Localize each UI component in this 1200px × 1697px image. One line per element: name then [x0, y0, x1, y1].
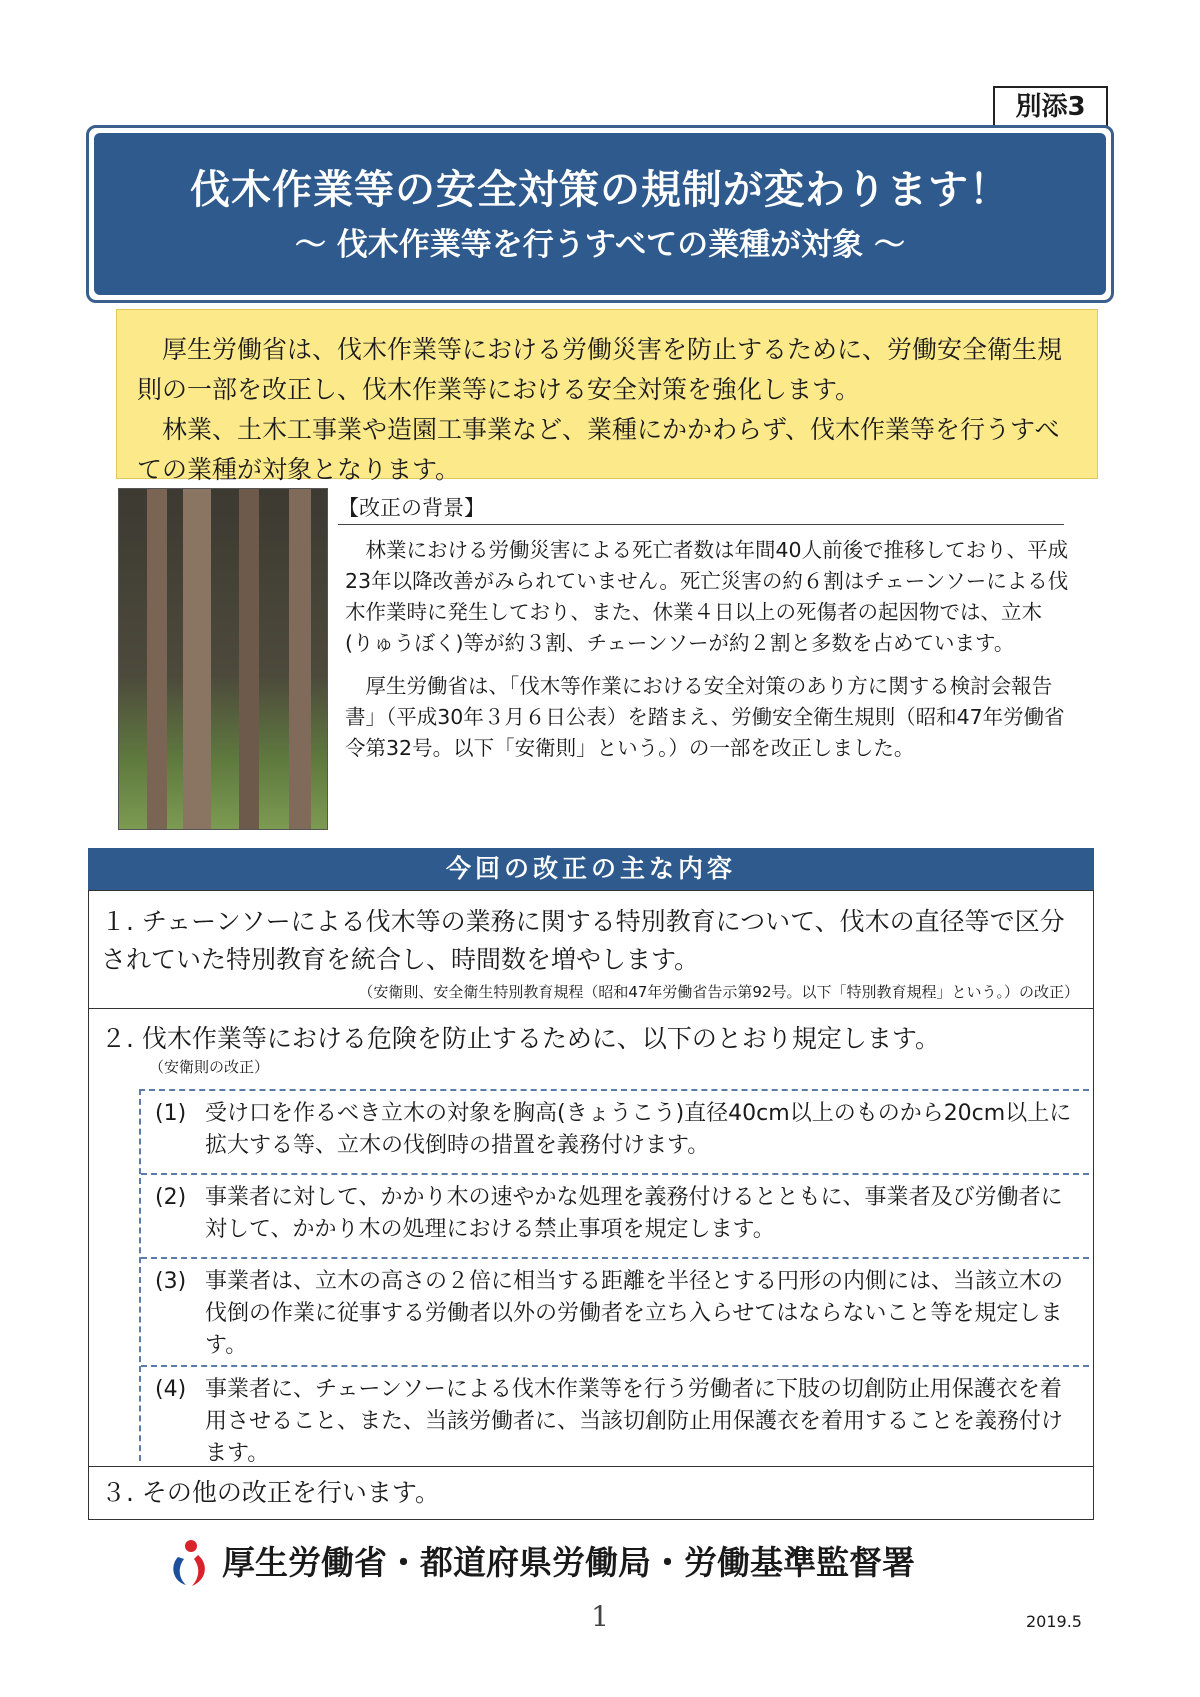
forest-photo [118, 488, 328, 830]
revision-subitem-list [139, 1089, 1089, 1466]
revision-subitem-number: (1) [155, 1101, 187, 1126]
main-content-box [88, 890, 1094, 1520]
revision-subitem-number: (4) [155, 1377, 187, 1402]
background-heading: 【改正の背景】 [338, 492, 1064, 525]
title-banner [86, 125, 1114, 303]
revision-item-2-text: ２. 伐木作業等における危険を防止するために、以下のとおり規定します。 [101, 1024, 940, 1053]
page-number: 1 [591, 1600, 609, 1633]
revision-subitem-text: 受け口を作るべき立木の対象を胸高(きょうこう)直径40cm以上のものから20cm以上に拡大する等、立木の伐倒時の措置を義務付けます。 [205, 1101, 1072, 1158]
page-title: 伐木作業等の安全対策の規制が変わります！ [190, 167, 1010, 213]
revision-item-2-note: （安衛則の改正） [149, 1058, 270, 1076]
revision-subitem-text: 事業者は、立木の高さの２倍に相当する距離を半径とする円形の内側には、当該立木の伐倒の作業に従事する労働者以外の労働者を立ち入らせてはならないこと等を規定します。 [205, 1269, 1064, 1358]
mhlw-logo-icon [168, 1537, 210, 1589]
background-paragraph: 厚生労働省は、「伐木等作業における安全対策のあり方に関する検討会報告書」（平成30年３月６日公表）を踏まえ、労働安全衛生規則（昭和47年労働省令第32号。以下「安衛則」という。）の一部を改正しました。 [345, 674, 1065, 760]
background-paragraph: 林業における労働災害による死亡者数は年間40人前後で推移しており、平成23年以降改善がみられていません。死亡災害の約６割はチェーンソーによる伐木作業時に発生しており、また、休業４日以上の死傷者の起因物では、立木(りゅうぼく)等が約３割、チェーンソーが約２割と多数を占めています。 [345, 538, 1069, 655]
revision-item-3-text: ３. その他の改正を行います。 [101, 1478, 440, 1507]
revision-subitem-text: 事業者に対して、かかり木の速やかな処理を義務付けるとともに、事業者及び労働者に対して、かかり木の処理における禁止事項を規定します。 [205, 1185, 1063, 1242]
page-subtitle: ～ 伐木作業等を行うすべての業種が対象 ～ [295, 227, 905, 263]
revision-subitem-number: (2) [155, 1185, 187, 1210]
revision-subitem [141, 1367, 1089, 1466]
revision-subitem [141, 1091, 1089, 1175]
revision-item-3 [89, 1467, 1093, 1521]
intro-box [116, 309, 1098, 484]
revision-subitem-text: 事業者に、チェーンソーによる伐木作業等を行う労働者に下肢の切創防止用保護衣を着用させること、また、当該労働者に、当該切創防止用保護衣を着用することを義務付けます。 [205, 1377, 1064, 1466]
revision-item-1-note: （安衛則、安全衛生特別教育規程（昭和47年労働省告示第92号。以下「特別教育規程」という。）の改正） [358, 983, 1079, 1001]
revision-subitem [141, 1175, 1089, 1259]
revision-subitem-number: (3) [155, 1269, 187, 1294]
attachment-label: 別添3 [993, 86, 1108, 128]
background-body [345, 535, 1070, 776]
revision-subitem [141, 1259, 1089, 1367]
intro-paragraph: 厚生労働省は、伐木作業等における労働災害を防止するために、労働安全衛生規則の一部を改正し、伐木作業等における安全対策を強化します。 [137, 335, 1063, 404]
revision-item-1 [89, 891, 1093, 1009]
intro-paragraph: 林業、土木工事業や造園工事業など、業種にかかわらず、伐木作業等を行うすべての業種が対象となります。 [137, 415, 1060, 484]
main-content-heading: 今回の改正の主な内容 [88, 848, 1094, 890]
title-banner-inner [94, 133, 1106, 295]
revision-item-2 [89, 1009, 1093, 1467]
publication-date: 2019.5 [1026, 1612, 1082, 1631]
revision-item-1-text: １. チェーンソーによる伐木等の業務に関する特別教育について、伐木の直径等で区分されていた特別教育を統合し、時間数を増やします。 [101, 907, 1065, 974]
footer-organization: 厚生労働省・都道府県労働局・労働基準監督署 [222, 1543, 915, 1582]
